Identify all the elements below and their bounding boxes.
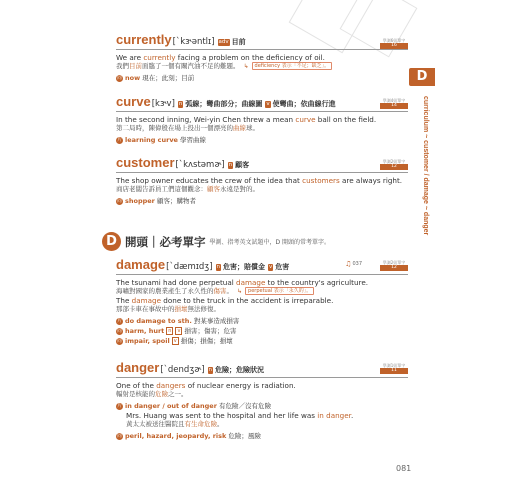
example-zh: 輻射是核能的危險之一。 <box>116 390 188 398</box>
related-icon: 片 <box>117 318 122 324</box>
pos-tag: adv <box>218 39 229 45</box>
example-en: The shop owner educates the crew of the idea that customers are always right. <box>116 176 403 185</box>
example-zh: 我們目前面臨了一個有關汽油不足的難題。 ↳ deficiency 表示「不足；缺乏」。 <box>116 62 408 71</box>
example-zh: 第二局時，陳偉殷在場上投出一個漂亮的曲線球。 <box>116 124 259 132</box>
divider <box>116 49 408 50</box>
note: deficiency 表示「不足；缺乏」。 <box>252 62 333 70</box>
related: 同 harm, hurt n v 損害；傷害；危害 <box>117 327 237 335</box>
divider <box>116 172 408 173</box>
section-title: 開頭｜必考單字 <box>125 234 206 249</box>
phonetic: [ˋdendʒɚ] <box>160 365 205 375</box>
related-icon: 同 <box>117 75 122 81</box>
related: 同 peril, hazard, jeopardy, risk 危險；風險 <box>117 432 261 440</box>
pos-tag: v <box>269 264 273 270</box>
arrow-icon: ↳ <box>237 288 243 295</box>
audio-track[interactable]: ♫ 037 <box>345 260 362 268</box>
note: perpetual 表示「永久的」。 <box>245 287 314 295</box>
related-icon: 片 <box>117 137 122 143</box>
related-icon: 同 <box>117 338 122 344</box>
pos-tag: n <box>208 367 213 373</box>
related-icon: 片 <box>117 403 122 409</box>
level-badge: 學測2級單字 12 <box>380 159 408 170</box>
example-zh: 那部卡車在事故中的損壞無法修復。 <box>116 305 220 313</box>
definition: 危害 <box>275 263 290 271</box>
section-tab: D <box>409 68 435 86</box>
example-zh: 商店老闆告訴員工們這個觀念：顧客永遠是對的。 <box>116 185 259 193</box>
entry-damage <box>116 257 408 346</box>
level-badge: 學測6級單字 16 <box>380 38 408 49</box>
page-number: 081 <box>396 464 412 473</box>
divider <box>116 274 408 275</box>
definition: 弧線；彎曲部分；曲線圖 <box>185 100 263 108</box>
related: 片 learning curve 學習曲線 <box>117 136 207 144</box>
definition: 使彎曲；依曲線行進 <box>272 100 336 108</box>
pos-tag: n <box>216 264 221 270</box>
divider <box>116 377 408 378</box>
entry-curve <box>116 94 408 145</box>
example-en: In the second inning, Wei-yin Chen threw a mean curve ball on the field. <box>116 115 377 124</box>
example-en: The tsunami had done perpetual damage to the country's agriculture. <box>116 278 369 287</box>
definition: 危險；危險狀況 <box>215 366 265 374</box>
pos-tag: n <box>228 162 233 168</box>
related: 同 impair, spoil v 損傷；損傷；損壞 <box>117 337 233 345</box>
headphones-icon: ♫ <box>345 260 352 268</box>
example-zh: 海嘯對國家的農業產生了永久性的傷害。 ↳ perpetual 表示「永久的」。 <box>116 287 408 296</box>
related: 片 do damage to sth. 對某事造成損害 <box>117 317 240 325</box>
headword: curve <box>116 94 151 109</box>
arrow-icon: ↳ <box>243 63 249 70</box>
example-en: The damage done to the truck in the accident is irreparable. <box>116 296 334 305</box>
level-badge: 學測1級單字 11 <box>380 363 408 374</box>
headword: customer <box>116 155 175 170</box>
section-subtitle: 學測、指考英文試題中，D 開頭的常考單字。 <box>209 239 331 246</box>
definition: 危害；賠償金 <box>223 263 266 271</box>
pos-tag: v <box>266 101 270 107</box>
phonetic: [ˋkɝəntlɪ] <box>172 37 215 47</box>
entry-currently <box>116 32 408 83</box>
entry-customer <box>116 155 408 206</box>
phonetic: [kɝv] <box>151 99 175 109</box>
phonetic: [ˋkʌstəmɚ] <box>175 160 225 170</box>
related-icon: 同 <box>117 328 122 334</box>
divider <box>116 111 408 112</box>
phonetic: [ˋdæmɪdʒ] <box>166 262 213 272</box>
related-icon: 同 <box>117 198 122 204</box>
example-zh: 黃太太被送往醫院且有生命危險。 <box>126 420 224 428</box>
related: 片 in danger / out of danger 有危險／沒有危險 <box>117 402 271 410</box>
example-en: Mrs. Huang was sent to the hospital and her life was in danger. <box>126 411 354 420</box>
side-tab-text: curriculum ~ customer / damage ~ danger <box>422 96 429 236</box>
level-badge: 學測4級單字 14 <box>380 98 408 109</box>
related-icon: 同 <box>117 433 122 439</box>
example-en: We are currently facing a problem on the deficiency of oil. <box>116 53 325 62</box>
entry-danger <box>116 360 408 441</box>
pos-tag: n <box>178 101 183 107</box>
headword: danger <box>116 360 160 375</box>
related: 同 shopper 顧客；購物者 <box>117 197 196 205</box>
section-header <box>102 232 410 251</box>
example-en: One of the dangers of nuclear energy is radiation. <box>116 381 296 390</box>
level-badge: 學測2級單字 12 <box>380 260 408 271</box>
section-letter: D <box>102 232 121 251</box>
headword: damage <box>116 257 166 272</box>
headword: currently <box>116 32 172 47</box>
related: 同 now 現在；此刻；目前 <box>117 74 195 82</box>
definition: 目前 <box>231 38 246 46</box>
definition: 顧客 <box>235 161 250 169</box>
